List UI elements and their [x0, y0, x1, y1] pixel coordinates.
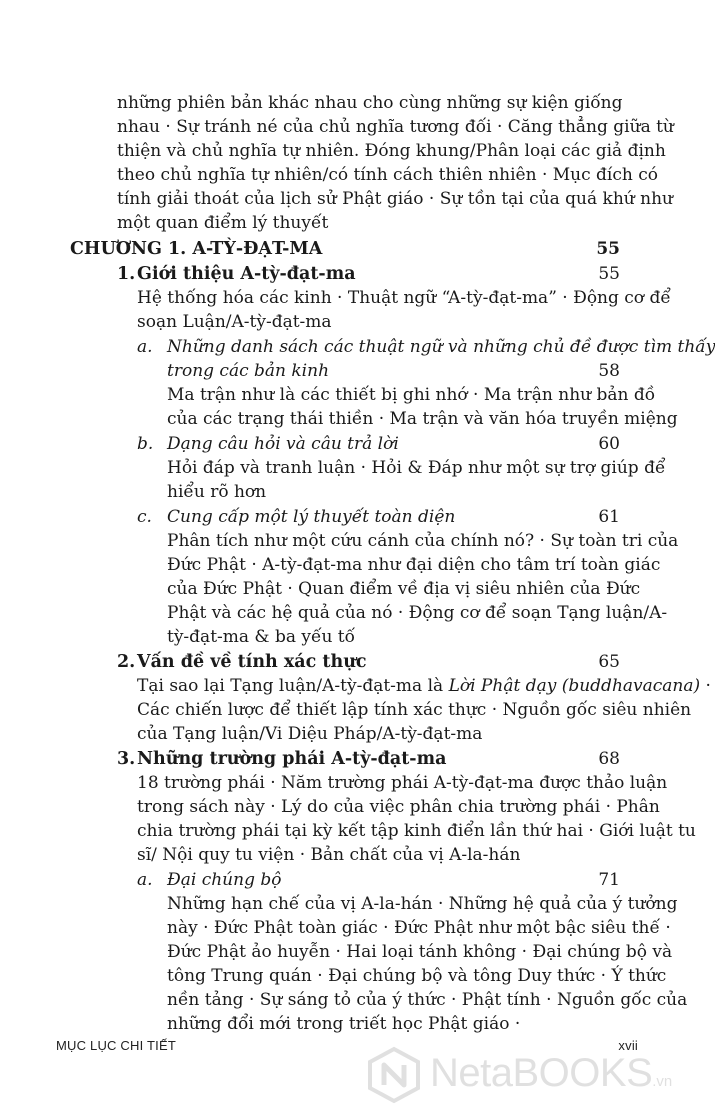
intro-line: một quan điểm lý thuyết	[117, 213, 329, 233]
intro-line: theo chủ nghĩa tự nhiên/có tính cách thiên nhiên · Mục đích có	[117, 165, 658, 185]
subsection-desc-line: tông Trung quán · Đại chúng bộ và tông Duy thức · Ý thức	[167, 966, 667, 986]
subsection-desc-line: những đổi mới trong triết học Phật giáo ·	[167, 1014, 521, 1034]
section-desc-line: sĩ/ Nội quy tu viện · Bản chất của vị A-la-hán	[137, 845, 521, 865]
intro-line: thiện và chủ nghĩa tự nhiên. Đóng khung/Phân loại các giả định	[117, 141, 666, 161]
subsection-title-line: Những danh sách các thuật ngữ và những chủ đề được tìm thấy	[167, 337, 715, 357]
section-page-number: 68	[598, 749, 620, 769]
subsection-desc-line: hiểu rõ hơn	[167, 482, 267, 502]
subsection-desc-line: Đức Phật ảo huyễn · Hai loại tánh không · Đại chúng bộ và	[167, 942, 673, 962]
subsection-letter: a.	[137, 870, 153, 890]
subsection-page-number: 60	[598, 434, 620, 454]
desc-text: ·	[700, 676, 711, 696]
section-desc-line	[137, 674, 711, 698]
section-desc-line: trong sách này · Lý do của việc phân chia trường phái · Phân	[137, 797, 660, 817]
subsection-title: Dạng câu hỏi và câu trả lời	[167, 434, 399, 454]
intro-line: nhau · Sự tránh né của chủ nghĩa tương đối · Căng thẳng giữa từ	[117, 117, 674, 137]
section-number: 2.	[117, 652, 136, 672]
subsection-desc-line: của Đức Phật · Quan điểm về địa vị siêu nhiên của Đức	[167, 579, 641, 599]
watermark-brand: NetaBOOKS	[430, 1051, 653, 1095]
subsection-desc-line: Những hạn chế của vị A-la-hán · Những hệ quả của ý tưởng	[167, 894, 678, 914]
footer-right: xvii	[618, 1038, 638, 1053]
section-desc-line: chia trường phái tại kỳ kết tập kinh điển lần thứ hai · Giới luật tu	[137, 821, 696, 841]
subsection-desc-line: Phật và các hệ quả của nó · Động cơ để soạn Tạng luận/A-	[167, 603, 668, 623]
desc-text: Tại sao lại Tạng luận/A-tỳ-đạt-ma là	[137, 676, 449, 696]
section-number: 3.	[117, 749, 136, 769]
section-page-number: 65	[598, 652, 620, 672]
section-desc-line: của Tạng luận/Vi Diệu Pháp/A-tỳ-đạt-ma	[137, 724, 483, 744]
subsection-title-line: trong các bản kinh	[167, 361, 330, 381]
section-desc-line: Các chiến lược để thiết lập tính xác thực · Nguồn gốc siêu nhiên	[137, 700, 692, 720]
section-number: 1.	[117, 264, 136, 284]
section-desc-line: soạn Luận/A-tỳ-đạt-ma	[137, 312, 332, 332]
subsection-desc-line: nền tảng · Sự sáng tỏ của ý thức · Phật tính · Nguồn gốc của	[167, 990, 688, 1010]
section-page-number: 55	[598, 264, 620, 284]
subsection-page-number: 71	[598, 870, 620, 890]
subsection-desc-line: này · Đức Phật toàn giác · Đức Phật như một bậc siêu thế ·	[167, 918, 671, 938]
chapter-title: CHƯƠNG 1. A-TỲ-ĐẠT-MA	[70, 239, 323, 259]
section-desc-line: 18 trường phái · Năm trường phái A-tỳ-đạt-ma được thảo luận	[137, 773, 668, 793]
subsection-desc-line: Hỏi đáp và tranh luận · Hỏi & Đáp như một sự trợ giúp để	[167, 458, 666, 478]
watermark-text	[430, 1049, 672, 1106]
chapter-page-number: 55	[596, 239, 620, 259]
subsection-page-number: 61	[598, 507, 620, 527]
section-title: Vấn đề về tính xác thực	[137, 652, 367, 672]
subsection-desc-line: Ma trận như là các thiết bị ghi nhớ · Ma trận như bản đồ	[167, 385, 656, 405]
footer-left: MỤC LỤC CHI TIẾT	[56, 1038, 176, 1053]
watermark	[366, 1047, 686, 1103]
subsection-desc-line: của các trạng thái thiền · Ma trận và văn hóa truyền miệng	[167, 409, 678, 429]
netabooks-logo-icon	[366, 1047, 422, 1103]
subsection-letter: b.	[137, 434, 154, 454]
subsection-title: Cung cấp một lý thuyết toàn diện	[167, 507, 456, 527]
subsection-title: Đại chúng bộ	[167, 870, 282, 890]
subsection-page-number: 58	[598, 361, 620, 381]
subsection-desc-line: tỳ-đạt-ma & ba yếu tố	[167, 627, 356, 647]
watermark-tld: .vn	[652, 1073, 673, 1090]
subsection-letter: a.	[137, 337, 153, 357]
subsection-letter: c.	[137, 507, 152, 527]
subsection-desc-line: Đức Phật · A-tỳ-đạt-ma như đại diện cho tâm trí toàn giác	[167, 555, 661, 575]
section-title: Giới thiệu A-tỳ-đạt-ma	[137, 264, 356, 284]
subsection-desc-line: Phân tích như một cứu cánh của chính nó? · Sự toàn tri của	[167, 531, 679, 551]
desc-italic-text: Lời Phật dạy (buddhavacana)	[448, 676, 701, 696]
section-desc-line: Hệ thống hóa các kinh · Thuật ngữ “A-tỳ-đạt-ma” · Động cơ để	[137, 288, 671, 308]
intro-line: những phiên bản khác nhau cho cùng những sự kiện giống	[117, 93, 623, 113]
section-title: Những trường phái A-tỳ-đạt-ma	[137, 749, 447, 769]
intro-line: tính giải thoát của lịch sử Phật giáo · Sự tồn tại của quá khứ như	[117, 189, 673, 209]
